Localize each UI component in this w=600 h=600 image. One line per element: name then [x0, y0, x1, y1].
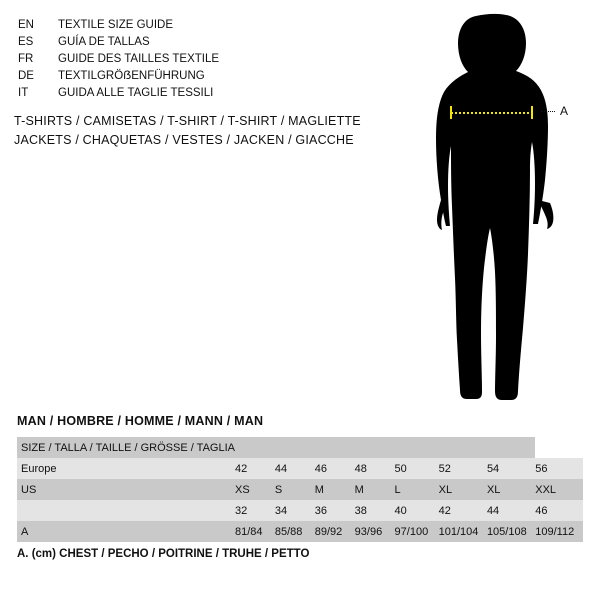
table-cell: XL — [487, 479, 535, 500]
size-table-header-row — [17, 437, 583, 458]
language-row — [18, 86, 219, 103]
table-cell: 89/92 — [315, 521, 355, 542]
table-cell: 36 — [315, 500, 355, 521]
silhouette-svg — [398, 10, 588, 410]
male-silhouette-figure — [398, 10, 588, 410]
language-row — [18, 18, 219, 35]
table-cell: 32 — [235, 500, 275, 521]
size-table-header-cell — [275, 437, 315, 458]
table-cell: XL — [439, 479, 487, 500]
row-label-us-numeric — [17, 500, 235, 521]
chest-measure-tick-right — [531, 106, 533, 119]
size-table-header-cell — [395, 437, 439, 458]
chest-measure-label: A — [560, 104, 569, 118]
table-cell: 85/88 — [275, 521, 315, 542]
table-cell: 52 — [439, 458, 487, 479]
language-row — [18, 52, 219, 69]
language-code: ES — [18, 36, 34, 48]
language-title: GUIDA ALLE TAGLIE TESSILI — [58, 87, 214, 99]
table-cell: 48 — [355, 458, 395, 479]
language-code: IT — [18, 87, 29, 99]
table-cell: M — [355, 479, 395, 500]
table-cell: 38 — [355, 500, 395, 521]
size-table-header-cell — [315, 437, 355, 458]
table-row — [17, 458, 583, 479]
section-heading-man: MAN / HOMBRE / HOMME / MANN / MAN — [17, 414, 264, 428]
table-cell: 105/108 — [487, 521, 535, 542]
table-cell: 56 — [535, 458, 583, 479]
size-table-header-cell — [439, 437, 487, 458]
table-cell: 93/96 — [355, 521, 395, 542]
table-cell: 42 — [439, 500, 487, 521]
row-label-us: US — [17, 479, 235, 500]
chest-measure-leader-line — [541, 111, 555, 112]
table-cell: 44 — [275, 458, 315, 479]
language-title: GUÍA DE TALLAS — [58, 36, 150, 48]
garment-category-list — [14, 112, 361, 150]
category-jackets: JACKETS / CHAQUETAS / VESTES / JACKEN / GIACCHE — [14, 133, 354, 147]
language-title-table — [18, 18, 219, 103]
table-cell: 50 — [395, 458, 439, 479]
table-row — [17, 479, 583, 500]
table-cell: 40 — [395, 500, 439, 521]
table-row — [17, 500, 583, 521]
size-table-header-cell — [355, 437, 395, 458]
chest-measure-line — [451, 112, 533, 114]
language-code: DE — [18, 70, 34, 82]
size-table-header-cell — [235, 437, 275, 458]
size-table — [17, 437, 583, 542]
language-row — [18, 69, 219, 86]
table-cell: 42 — [235, 458, 275, 479]
size-table-header-label: SIZE / TALLA / TAILLE / GRÖSSE / TAGLIA — [17, 437, 235, 458]
language-code: EN — [18, 19, 34, 31]
language-row — [18, 35, 219, 52]
table-cell: 44 — [487, 500, 535, 521]
table-cell: M — [315, 479, 355, 500]
row-label-europe: Europe — [17, 458, 235, 479]
table-cell: 101/104 — [439, 521, 487, 542]
table-cell: XS — [235, 479, 275, 500]
language-title: TEXTILE SIZE GUIDE — [58, 19, 174, 31]
language-title: TEXTILGRÖẞENFÜHRUNG — [58, 70, 205, 82]
table-cell: 97/100 — [395, 521, 439, 542]
table-cell: S — [275, 479, 315, 500]
size-table-header-cell — [487, 437, 535, 458]
table-cell: 81/84 — [235, 521, 275, 542]
language-title: GUIDE DES TAILLES TEXTILE — [58, 53, 220, 65]
table-cell: 54 — [487, 458, 535, 479]
language-code: FR — [18, 53, 34, 65]
table-cell: 46 — [315, 458, 355, 479]
table-cell: XXL — [535, 479, 583, 500]
table-cell: L — [395, 479, 439, 500]
table-cell: 109/112 — [535, 521, 583, 542]
table-row — [17, 521, 583, 542]
category-tshirts: T-SHIRTS / CAMISETAS / T-SHIRT / T-SHIRT / MAGLIETTE — [14, 114, 361, 128]
row-label-chest: A — [17, 521, 235, 542]
chest-measurement-footnote: A. (cm) CHEST / PECHO / POITRINE / TRUHE / PETTO — [17, 548, 310, 560]
table-cell: 34 — [275, 500, 315, 521]
table-cell: 46 — [535, 500, 583, 521]
